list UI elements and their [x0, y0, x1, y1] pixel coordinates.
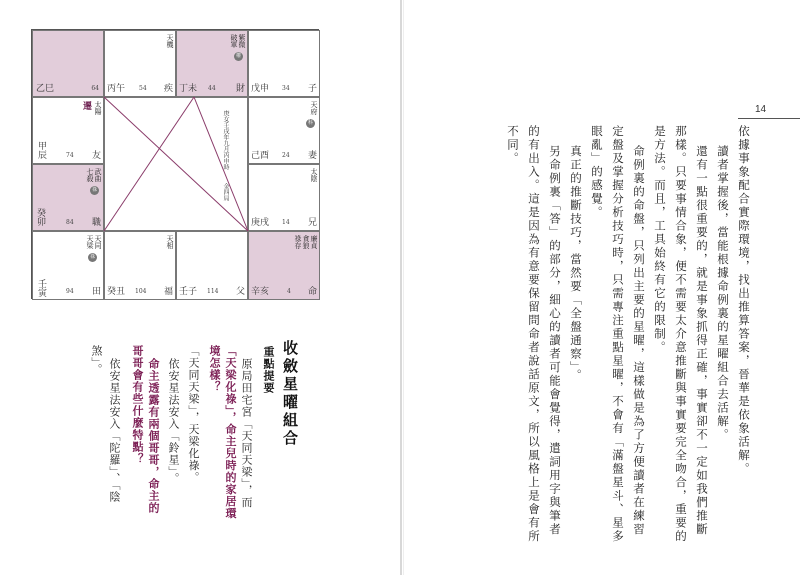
palace-stem: 辛亥 — [251, 287, 270, 297]
star-tian-liang: 天梁 — [86, 235, 94, 249]
palace-age: 24 — [282, 152, 290, 159]
palace-age: 84 — [66, 219, 74, 226]
palace-note: 妻 — [307, 151, 317, 161]
palace-stem: 戊申 — [251, 84, 270, 94]
palace-stem: 壬寅 — [36, 279, 46, 297]
palace-age: 94 — [66, 288, 74, 295]
section-subtitle: 重點提要 — [262, 346, 275, 394]
connection-line — [104, 97, 248, 231]
star-tian-tong: 天同 — [94, 235, 102, 249]
palace-stem: 甲辰 — [36, 141, 46, 159]
palace-note: 父 — [235, 287, 245, 297]
palace-age: 44 — [208, 85, 216, 92]
palace-stem: 庚戌 — [251, 218, 270, 228]
star-tian-xiang: 天相 — [166, 235, 174, 249]
ke-badge-icon: 科 — [307, 120, 313, 126]
quan-badge-icon: 權 — [235, 53, 241, 59]
palace-note: 財 — [235, 84, 245, 94]
astrology-chart — [31, 29, 319, 299]
book-spine-shadow — [403, 0, 404, 575]
star-label: 遷 — [83, 102, 93, 112]
palace-connection-lines — [32, 30, 320, 300]
star-tan-lang: 貪狼 — [302, 235, 310, 249]
body-column: 命例裏的命盤，只列出主要的星曜，這樣做是為了方便讀者在練習 — [632, 145, 646, 537]
birth-info: 庚女壬戌年九月丙申時 — [222, 110, 229, 170]
body-column: 還有一點很重要的，就是事象抓得正確，事實卻不一定如我們推斷 — [695, 145, 709, 537]
body-column: 眼亂」的感覺。 — [590, 125, 604, 220]
star-tian-fu: 天府 — [310, 101, 318, 115]
answer-line: 依安星法安入「鈴星」。 — [167, 358, 180, 485]
paragraph-line: 原局田宅宮「天同天梁」，而 — [240, 358, 253, 509]
element-bureau: 金四局 — [222, 183, 229, 201]
palace-note: 子 — [307, 84, 317, 94]
body-column: 讀者掌握後，當能根據命例裏的星曜組合去活解。 — [716, 145, 730, 442]
palace-note: 友 — [91, 151, 101, 161]
lu-badge-icon: 祿 — [89, 254, 95, 260]
book-spine — [400, 0, 402, 575]
question-line: 境怎樣？ — [208, 345, 221, 393]
body-column: 真正的推斷技巧，當然要「全盤通察」。 — [569, 145, 583, 383]
page-number-rule — [738, 118, 800, 119]
palace-age: 104 — [135, 288, 147, 295]
page-number: 14 — [755, 104, 767, 115]
palace-note: 職 — [91, 218, 101, 228]
palace-age: 34 — [282, 85, 290, 92]
palace-note: 兄 — [307, 218, 317, 228]
star-qi-sha: 七殺 — [86, 168, 94, 182]
palace-stem: 癸丑 — [107, 287, 126, 297]
palace-note: 命 — [307, 287, 317, 297]
palace-age: 4 — [287, 288, 291, 295]
body-column: 另命例裏「答」的部分，細心的讀者可能會覺得，遣詞用字與筆者 — [548, 145, 562, 537]
answer-line: 依安星法安入「陀羅」、「陰 — [108, 358, 121, 503]
palace-stem: 丁未 — [179, 84, 198, 94]
body-column: 那樣。只要事情合象，便不需要太介意推斷與事實要完全吻合，重要的 — [674, 125, 688, 544]
star-tai-yin: 太陰 — [310, 168, 318, 182]
palace-note: 福 — [163, 287, 173, 297]
star-lian-zhen: 廉貞 — [310, 235, 318, 249]
lu-badge-icon: 祿 — [91, 187, 97, 193]
question-line: 「天梁化祿」，命主兒時的家居環 — [224, 345, 237, 520]
body-column: 定盤及掌握分析技巧時，只需專注重點星曜，不會有「滿盤星斗、星多 — [611, 125, 625, 544]
question-line: 命主透露有兩個哥哥，命主的 — [147, 358, 160, 514]
connection-line — [104, 97, 194, 231]
palace-age: 114 — [207, 288, 219, 295]
answer-line: 煞」。 — [90, 345, 103, 376]
body-column: 不同。 — [506, 125, 520, 166]
answer-line: 「天同天梁」，天梁化祿。 — [187, 345, 200, 484]
star-wu-qu: 武曲 — [94, 168, 102, 182]
star-po-jun: 破軍 — [230, 34, 238, 48]
body-column: 的有出入。這是因為有意要保留問命者說話原文，所以風格上是會有所 — [527, 125, 541, 544]
palace-stem: 癸卯 — [35, 208, 45, 226]
star-tian-ji: 天機 — [166, 34, 174, 48]
palace-stem: 壬子 — [179, 287, 198, 297]
palace-stem: 己酉 — [251, 151, 270, 161]
star-lu-cun: 祿存 — [294, 235, 302, 249]
palace-note: 田 — [91, 287, 101, 297]
body-column: 依據事象配合實際環境，找出推算答案，晉華是依象活解。 — [737, 125, 751, 476]
palace-age: 54 — [139, 85, 147, 92]
palace-note: 疾 — [163, 84, 173, 94]
palace-stem: 丙午 — [107, 84, 126, 94]
connection-line — [194, 97, 248, 231]
body-column: 是方法。而且，工具始終有它的限制。 — [653, 125, 667, 355]
palace-age: 74 — [66, 152, 74, 159]
question-line: 哥哥會有些什麼特點？ — [131, 345, 144, 465]
palace-age: 14 — [282, 219, 290, 226]
palace-age: 64 — [91, 85, 99, 92]
star-zi-wei: 紫微 — [238, 34, 246, 48]
section-title: 收斂星曜組合 — [281, 340, 299, 448]
palace-stem: 乙巳 — [36, 84, 55, 94]
star-tai-yang: 太陽 — [94, 101, 102, 115]
